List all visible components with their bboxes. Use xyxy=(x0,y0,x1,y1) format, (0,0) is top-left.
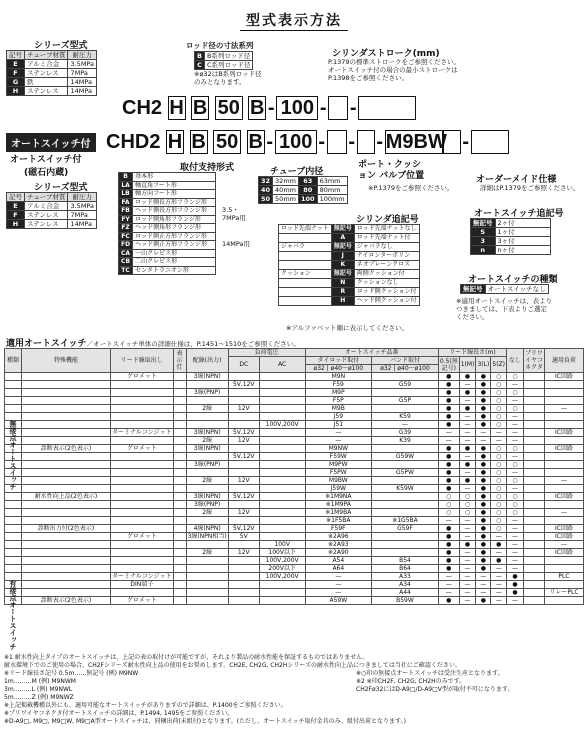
rod-table: B B系列ロッド径 C C系列ロッド径 xyxy=(194,51,253,70)
bore-table: 32 32mm 63 63mm 40 40mm 80 80mm 50 50mm 100 100mm xyxy=(258,176,348,204)
table-row: 100V,200V J51 — ● — ● ○ — xyxy=(5,421,584,429)
table-row: 3線(PNP) ※1M9PA ○ ○ ● ○ ○ xyxy=(5,501,584,509)
port-label: ポート・クッション バルブ位置 xyxy=(358,160,425,181)
table-row: 5V,12V F59 G59 ● — ● ○ — xyxy=(5,381,584,389)
table-row: 耐水性向上品(2色表示) 3線(NPN) 5V,12V ※1M9NA ○ ○ ● ○ ○ IC回路 xyxy=(5,493,584,501)
series-label-bottom: シリーズ型式 xyxy=(34,183,88,193)
rod-label: ロッド径の寸法系列 xyxy=(186,41,254,50)
rodend-table: ロッド先端ナット 無記号 ロッド先端ナットなし A ロッド先端ナット付 ジャバラ 無記号 ジャバラなし J ナイロンターポリン K ネオプレーンクロス クッション 無記号 両側クッション付 N クッションなし R ロッド側クッション付 H ヘッド側クッション付 xyxy=(278,224,420,306)
table-row: F5PW G5PW ● — ● ○ — xyxy=(5,469,584,477)
order-note: 詳細はP.1379をご参照ください。 xyxy=(480,184,580,192)
table-row: — A44 — — — — ● リレーPLC xyxy=(5,589,584,597)
reed-label: 有接点オートスイッチ xyxy=(9,580,17,650)
series-table-top: 記号 チューブ材質 耐圧力 E アルミ合金 3.5MPa F ステンレス 7MPa G 鉄 14MPa H ステンレス 14MPa xyxy=(6,50,97,96)
page-title: 型式表示方法 xyxy=(0,10,588,30)
mount-pressure-2: 14MPa用 xyxy=(222,240,250,248)
stroke-note: P.1379の標準ストロークをご参照ください。 オートスイッチ付の場合の最小ストロークは P.1398をご参照ください。 xyxy=(328,58,461,82)
mount-pressure-1: 3.5・7MPa用 xyxy=(222,206,246,222)
table-row: 診断表示(2色表示) グロメット A59W B59W ● — ● — — xyxy=(5,597,584,605)
type-note: ※適用オートスイッチは、表より つきましては、下表よりご選定 ください。 xyxy=(456,297,553,321)
model-code-standard: CH2 H B 50 B - 100 - - xyxy=(122,96,416,120)
table-row: 100V ※2A93 ● ● ● ● — — xyxy=(5,541,584,549)
notes-right: ※○印の無接点オートスイッチは受注生産となります。 ※2 ※印CH2F, CH2G, CH2Hのみです。 CH2Fø32にはD-A9□/D-A9□V型が取付不可になります。 xyxy=(356,670,514,693)
auto-switch-tag: オートスイッチ付 xyxy=(6,133,96,152)
table-row: 診断表示(2色表示) グロメット 3線(NPN) M9NW ● ● ● ○ ○ IC回路 xyxy=(5,445,584,453)
table-row: ターミナルコンジット 3線(NPN) 5V,12V — G39 — — — — — IC回路 xyxy=(5,429,584,437)
model-code-auto-switch: CHD2 H B 50 B - 100 - - - M9BW - xyxy=(106,130,509,154)
table-row: J59 K59 ● — ● ○ — xyxy=(5,413,584,421)
table-row: 2線 12V M9BW ● ● ● ○ ○ — xyxy=(5,477,584,485)
type-label: オートスイッチの種類 xyxy=(468,275,558,285)
auto-switch-label: オートスイッチ付 (磁石内蔵) xyxy=(10,155,82,178)
series-label: シリーズ型式 xyxy=(34,41,88,51)
bore-label: チューブ内径 xyxy=(270,167,324,177)
count-table: 無記号 2ヶ付 S 1ヶ付 3 3ヶ付 n nヶ付 xyxy=(470,218,551,255)
mount-table: B 基本形 LA 軸直角フート形 LB 軸方向フート形 FA ロッド側長方形フランジ形 FB ヘッド側長方形フランジ形 FY ロッド側角形フランジ形 FZ ヘッド側角形フランジ形 FC ロッド側正方形フランジ形 FD ヘッド側正方形フランジ形 CA 一山クレビス形 CB 二山クレビス形 TC センタトラニオン形 xyxy=(118,172,216,275)
table-row: ※1F5BA ※1G5BA — — ● ○ — xyxy=(5,517,584,525)
table-row: DIN端子 — A34 — — — — ● xyxy=(5,581,584,589)
table-row: 100V,200V A54 B54 ● — ● ● — xyxy=(5,557,584,565)
table-row: グロメット 3線(NPN相当) 5V ※2A96 ● — ● — — IC回路 xyxy=(5,533,584,541)
table-row: 2線 12V ※1M9BA ○ ○ ● ○ ○ — xyxy=(5,509,584,517)
order-label: オーダーメイド仕様 xyxy=(476,175,557,185)
table-row: 200V以下 A64 B64 ● — ● — — xyxy=(5,565,584,573)
stroke-label: シリンダストローク(mm) xyxy=(332,49,440,59)
table-row: 2線 12V 100V以下 ※2A90 ● — ● — — IC回路 xyxy=(5,549,584,557)
table-row: ターミナルコンジット 100V,200V — A33 — — — — ● PLC xyxy=(5,573,584,581)
notes-left: ※1 耐水性向上タイプのオートスイッチは、上記の表の取付けが可能ですが、それより製品の耐水性能を保証するものではありません。 耐水環境下でのご使用の場合、CH2Fシリーズ耐水性向上品の使用をお奨めします。CH2E, CH2G, CH2Hシリーズの耐水性向上品につきましては当社にご確認ください。 ※リード線長さ記号 0.5m……無記号 (例) M9NW 1m………M (例) M9NWM 3m………L (例) M9NWL 5m………Z (例) M9NWZ ※上記掲載機種以外にも、適用可能なオートスイッチがありますので詳細は、P.1400をご参照ください。 ※プリワイヤコネクタ付オートスイッチの詳細は、P.1494, 1495をご参照ください。 ※D-A9□, M9□, M9□W, M9□A型オートスイッチは、同梱出荷(未組付)となります。(ただし、オートスイッチ取付金具のみ、組付出荷となります。) xyxy=(4,654,461,725)
table-row: 3線(PNP) M9P ● ● ● ○ ○ xyxy=(5,389,584,397)
rodend-note: ※アルファベット順に表示してください。 xyxy=(286,324,409,332)
table-row: J59W K59W ● — ● ○ — xyxy=(5,485,584,493)
table-row: グロメット 3線(NPN) M9N ● ● ● ○ ○ IC回路 xyxy=(5,373,584,381)
solid-state-label: 無接点オートスイッチ xyxy=(9,420,17,490)
port-note: ※P.1379をご参照ください。 xyxy=(368,184,454,192)
type-table: 無記号 オートスイッチなし xyxy=(460,284,549,294)
series-table-bottom: 記号 チューブ材質 耐圧力 E アルミ合金 3.5MPa F ステンレス 7MPa H ステンレス 14MPa xyxy=(6,192,97,229)
rodend-label: シリンダ追記号 xyxy=(356,215,419,225)
rod-note: ※ø32はB系列ロッド径 のみとなります。 xyxy=(194,70,262,86)
table-row: F5P G5P ● — ● ○ — xyxy=(5,397,584,405)
table-row: 2線 12V M9B ● ● ● ○ ○ — xyxy=(5,405,584,413)
count-label: オートスイッチ追記号 xyxy=(474,209,564,219)
mount-label: 取付支持形式 xyxy=(180,163,235,173)
table-row: 5V,12V F59W G59W ● — ● ○ — xyxy=(5,453,584,461)
table-row: 3線(PNP) M9PW ● ● ● ○ ○ xyxy=(5,461,584,469)
table-row: 診断出力付(2色表示) 4線(NPN) 5V,12V F59F G59F ● — ● ○ — IC回路 xyxy=(5,525,584,533)
applicable-switch-table: 種類 特殊機能 リード線取出し 表示灯 配線(出力) 負荷電圧 オートスイッチ品番 リード線長さ(m) なし プリワイヤコネクタ 適用負荷 DC AC タイロッド取付 バンド取付 0.5(無記号) 1(M) 3(L) 5(Z) ø32 | ø40〜ø100 ø32 | ø40〜ø100 グロメット 3線(NPN) M9N ● ● ● ○ ○ IC回路 5V,12V F59 G59 ● — ● ○ — 3線(PNP) M9P ● ● ● ○ ○ F5P G5P ● — ● ○ — 2線 12V M9B ● ● ● ○ ○ — J59 K59 ● — ● ○ — 100V,200V J51 — ● — ● ○ — ターミナルコンジット 3線(NPN) 5V,12V — G39 — — — — — IC回路 2線 12V — K39 — — — — — 診断表示(2色表示) グロメット 3線(NPN) M9NW ● ● ● ○ ○ IC回路 5V,12V F59W G59W ● — ● ○ — 3線(PNP) M9PW ● ● ● ○ ○ F5PW G5PW ● — ● ○ — 2線 12V M9BW ● ● ● ○ ○ — J59W K59W ● — ● ○ — 耐水性向上品(2色表示) 3線(NPN) 5V,12V ※1M9NA ○ ○ ● ○ ○ IC回路 3線(PNP) ※1M9PA ○ ○ ● ○ ○ 2線 12V ※1M9BA ○ ○ ● ○ ○ — ※1F5BA ※1G5BA — — ● ○ — 診断出力付(2色表示) 4線(NPN) 5V,12V F59F G59F ● — ● ○ — IC回路 グロメット 3線(NPN相当) 5V ※2A96 ● — ● — — IC回路 100V ※2A93 ● ● ● ● — — 2線 12V 100V以下 ※2A90 ● — ● — — IC回路 100V,200V A54 B54 ● — ● ● — 200V以下 A64 B64 ● — ● — — ターミナルコンジット 100V,200V — A33 — — — — ● PLC DIN端子 — A34 — — — — ● — A44 — — — — ● リレーPLC 診断表示(2色表示) グロメット A59W B59W ● — ● — — xyxy=(4,348,584,605)
applicable-title: 適用オートスイッチ／オートスイッチ単体の詳細仕様は、P.1451〜1510をご参照ください。 xyxy=(6,339,300,349)
table-row: 2線 12V — K39 — — — — — xyxy=(5,437,584,445)
